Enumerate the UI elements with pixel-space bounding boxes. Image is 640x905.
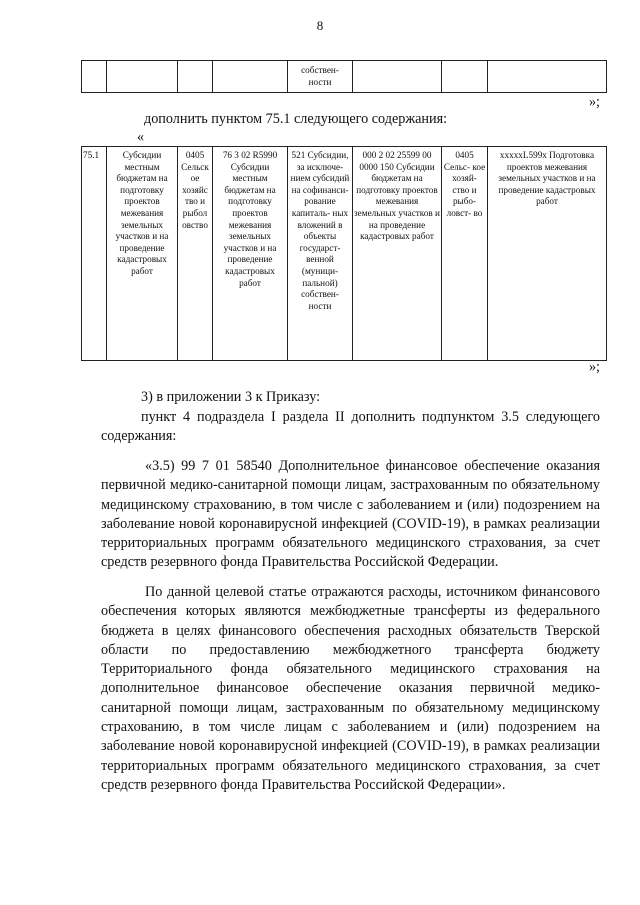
budget-classification-table [81,146,607,361]
page-number: 8 [316,18,324,33]
item-3-heading: 3) в приложении 3 к Приказу: [141,389,321,405]
table-cell: 000 2 02 25599 00 0000 150 Субсидии бюджетам на подготовку проектов межевания земельных участков и на проведение кадастровых работ [353,147,442,361]
table-cell: собствен- ности [288,61,353,93]
detail-paragraph: По данной целевой статье отражаются расходы, источником финансового обеспечения которых являются межбюджетные трансферты из федерального бюджета в целях финансового обеспечения расходных обязательств Тверской области по предоставлению межбюджетного трансферта бюджету Территориального фонда обязательного медицинского страхования на дополнительное финансовое обеспечение оказания первичной медико-санитарной помощи лицам, застрахованным по обязательному медицинскому страхованию, в том числе лицам с заболеванием и (или) подозрением на заболевание новой коронавирусной инфекцией (COVID-19), в рамках реализации территориальных программ обязательного медицинского страхования, за счет средств резервного фонда Правительства Российской Федерации». [101,584,600,793]
top-table-fragment [81,60,607,93]
table-cell [82,61,107,93]
table-cell [442,61,488,93]
closing-mark: »; [588,94,600,110]
table-cell [107,61,178,93]
table-cell: xxxxxL599x Подготовка проектов межевания земельных участков и на проведение кадастровых работ [488,147,607,361]
table-cell: 76 3 02 R5990 Субсидии местным бюджетам на подготовку проектов межевания земельных участков и на проведение кадастровых работ [213,147,288,361]
table-cell: 521 Субсидии, за исключе- нием субсидий на софинанси- рование капиталь- ных вложений в объекты государст- венной (муници- пальной) собствен- ности [288,147,353,361]
row-number-cell: 75.1 [82,147,107,361]
table-row [82,147,607,361]
intro-text: дополнить пунктом 75.1 следующего содержания: [144,111,448,127]
opening-quote: « [137,129,145,145]
table-cell: Субсидии местным бюджетам на подготовку проектов межевания земельных участков и на проведение кадастровых работ [107,147,178,361]
quoted-paragraph: «3.5) 99 7 01 58540 Дополнительное финансовое обеспечение оказания первичной медико-санитарной помощи лицам, застрахованным по обязательному медицинскому страхованию, в том числе с заболеванием и (или) подозрением на заболевание новой коронавирусной инфекцией (COVID-19), в рамках реализации территориальных программ обязательного медицинского страхования, за счет средств резервного фонда Правительства Российской Федерации. [101,458,600,571]
table-cell: 0405 Сельск ое хозяйс тво и рыбол овство [178,147,213,361]
item-3-paragraph: пункт 4 подраздела I раздела II дополнить подпунктом 3.5 следующего содержания: [101,409,600,445]
table-cell [213,61,288,93]
table-cell: 0405 Сельс- кое хозяй- ство и рыбо- ловст- во [442,147,488,361]
closing-mark: »; [588,359,600,375]
table-cell [353,61,442,93]
table-cell [488,61,607,93]
table-row [82,61,607,93]
table-cell [178,61,213,93]
